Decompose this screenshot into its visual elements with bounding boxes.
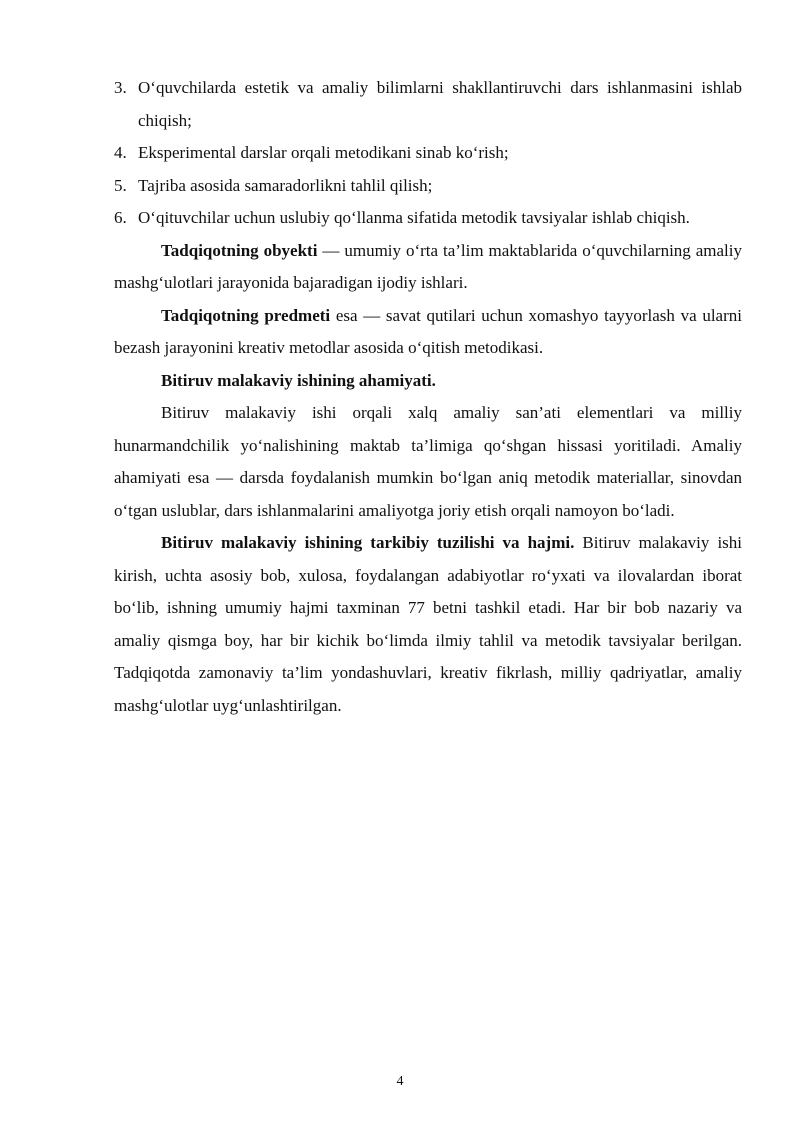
list-item — [114, 202, 742, 235]
list-item-text: Eksperimental darslar orqali metodikani sinab ko‘rish; — [138, 143, 509, 162]
importance-paragraph: Bitiruv malakaviy ishi orqali xalq amaliy san’ati elementlari va milliy hunarmandchilik yo‘nalishining maktab ta’limiga qo‘shgan hissasi yoritiladi. Amaliy ahamiyati esa — darsda foydalanish mumkin bo‘lgan aniq metodik materiallar, sinovdan o‘tgan uslublar, dars ishlanmalarini amaliyotga joriy etish orqali namoyon bo‘ladi. — [114, 403, 742, 520]
list-item-number: 3. — [114, 78, 127, 97]
research-subject-label: Tadqiqotning predmeti — [161, 305, 331, 325]
list-item — [114, 137, 742, 170]
research-object-paragraph — [114, 235, 742, 300]
structure-label: Bitiruv malakaviy ishining tarkibiy tuzilishi va hajmi. — [161, 533, 575, 552]
list-item-text: Tajriba asosida samaradorlikni tahlil qilish; — [138, 175, 433, 195]
task-list — [114, 72, 742, 235]
list-item-number: 6. — [114, 208, 127, 227]
importance-heading: Bitiruv malakaviy ishining ahamiyati. — [161, 370, 436, 390]
list-item-text: O‘qituvchilar uchun uslubiy qo‘llanma sifatida metodik tavsiyalar ishlab chiqish. — [138, 208, 690, 227]
list-item-number: 4. — [114, 143, 127, 162]
page-number: 4 — [396, 1074, 404, 1089]
structure-paragraph — [114, 527, 742, 722]
research-subject-text: esa — savat qutilari uchun xomashyo tayyorlash va ularni bezash jarayonini kreativ metodlar asosida o‘qitish metodikasi. — [114, 305, 742, 357]
document-page — [114, 72, 742, 722]
research-object-label: Tadqiqotning obyekti — [161, 240, 318, 260]
list-item — [114, 170, 742, 203]
research-object-text: — umumiy o‘rta ta’lim maktablarida o‘quvchilarning amaliy mashg‘ulotlari jarayonida bajaradigan ijodiy ishlari. — [114, 240, 743, 292]
structure-text: Bitiruv malakaviy ishi kirish, uchta asosiy bob, xulosa, foydalangan adabiyotlar ro‘yxati va ilovalardan iborat bo‘lib, ishning umumiy hajmi taxminan 77 betni tashkil etadi. Har bir bob nazariy va amaliy qismga boy, har bir kichik bo‘limda ilmiy tahlil va metodik tavsiyalar berilgan. Tadqiqotda zamonaviy ta’lim yondashuvlari, kreativ fikrlash, milliy qadriyatlar, amaliy mashg‘ulotlar uyg‘unlashtirilgan. — [114, 533, 743, 715]
list-item-number: 5. — [114, 175, 127, 195]
list-item — [114, 72, 742, 137]
list-item-text: O‘quvchilarda estetik va amaliy bilimlarni shakllantiruvchi dars ishlanmasini ishlab chiqish; — [138, 78, 742, 130]
importance-heading-paragraph — [114, 365, 742, 398]
research-subject-paragraph — [114, 300, 742, 365]
